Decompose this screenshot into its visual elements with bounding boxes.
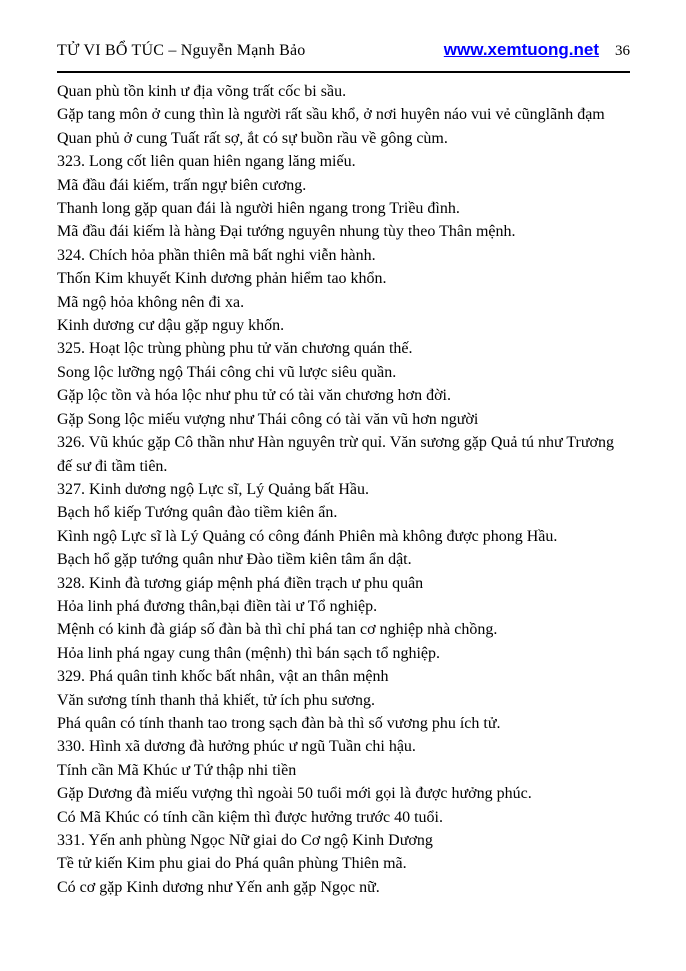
text-line: Có cơ gặp Kinh dương như Yến anh gặp Ngọc nữ. <box>57 878 380 896</box>
body-text <box>57 80 630 899</box>
text-line: Hỏa linh phá ngay cung thân (mệnh) thì bán sạch tổ nghiệp. <box>57 644 441 662</box>
text-line: Mã đầu đái kiếm là hàng Đại tướng nguyên nhung tùy theo Thân mệnh. <box>57 223 516 241</box>
text-line: Quan phủ ở cung Tuất rất sợ, ắt có sự buồn rầu về gông cùm. <box>57 129 448 147</box>
text-line: 323. Long cốt liên quan hiên ngang lăng miếu. <box>57 153 356 171</box>
text-line: Gặp tang môn ở cung thìn là người rất sầu khổ, ở nơi huyên náo vui vẻ cũnglãnh đạm <box>57 106 605 124</box>
book-title: TỬ VI BỔ TÚC – Nguyễn Mạnh Bảo <box>57 42 306 59</box>
page-header <box>57 40 630 60</box>
header-divider <box>57 71 630 73</box>
text-line: 328. Kinh đà tương giáp mệnh phá điền trạch ư phu quân <box>57 574 424 592</box>
text-line: Bạch hổ kiếp Tướng quân đào tiềm kiên ẩn. <box>57 504 338 522</box>
text-line: Hỏa linh phá đương thân,bại điền tài ư Tổ nghiệp. <box>57 597 378 615</box>
text-line: Văn sương tính thanh thả khiết, tử ích phu sương. <box>57 691 376 709</box>
text-line: Gặp Dương đà miếu vượng thì ngoài 50 tuổi mới gọi là được hưởng phúc. <box>57 785 532 803</box>
text-line: 324. Chích hỏa phần thiên mã bất nghi viễn hành. <box>57 246 376 264</box>
text-line: 326. Vũ khúc gặp Cô thần như Hàn nguyên trừ quỉ. Văn sương gặp Quả tú như Trương đế sư đi tầm tiên. <box>57 434 614 475</box>
text-line: Bạch hổ gặp tướng quân như Đào tiềm kiên tâm ẩn dật. <box>57 551 412 569</box>
text-line: Song lộc lưỡng ngộ Thái công chi vũ lược siêu quần. <box>57 363 397 381</box>
header-right <box>444 40 630 60</box>
text-line: 325. Hoạt lộc trùng phùng phu tử văn chương quán thế. <box>57 340 413 358</box>
text-line: 327. Kinh dương ngộ Lực sĩ, Lý Quảng bất Hầu. <box>57 480 369 498</box>
text-line: Gặp lộc tồn và hóa lộc như phu tử có tài văn chương hơn đời. <box>57 387 451 405</box>
text-line: Thanh long gặp quan đái là người hiên ngang trong Triều đình. <box>57 200 460 218</box>
text-line: 331. Yến anh phùng Ngọc Nữ giai do Cơ ngộ Kinh Dương <box>57 832 433 849</box>
text-line: 330. Hình xã dương đà hưởng phúc ư ngũ Tuần chi hậu. <box>57 738 416 756</box>
text-line: Mã đầu đái kiếm, trấn ngự biên cương. <box>57 176 307 194</box>
text-line: Kình ngộ Lực sĩ là Lý Quảng có công đánh Phiên mà không được phong Hầu. <box>57 527 558 545</box>
text-line: Kinh dương cư dậu gặp nguy khốn. <box>57 317 285 335</box>
text-line: Tính cần Mã Khúc ư Tứ thập nhi tiền <box>57 761 297 779</box>
text-line: Tề tử kiến Kim phu giai do Phá quân phùng Thiên mã. <box>57 855 407 873</box>
page-number: 36 <box>615 43 630 59</box>
text-line: Phá quân có tính thanh tao trong sạch đàn bà thì số vương phu ích tử. <box>57 714 501 732</box>
text-line: Có Mã Khúc có tính cần kiệm thì được hưởng trước 40 tuổi. <box>57 808 443 826</box>
text-line: Mã ngộ hỏa không nên đi xa. <box>57 293 245 311</box>
text-line: 329. Phá quân tinh khốc bất nhân, vật an thân mệnh <box>57 668 389 686</box>
text-line: Quan phù tồn kinh ư địa võng trất cốc bi sầu. <box>57 83 347 100</box>
text-line: Gặp Song lộc miếu vượng như Thái công có tài văn vũ hơn người <box>57 410 479 428</box>
text-line: Mệnh có kinh đà giáp số đàn bà thì chỉ phá tan cơ nghiệp nhà chồng. <box>57 621 498 639</box>
website-link[interactable]: www.xemtuong.net <box>443 40 599 59</box>
text-line: Thốn Kim khuyết Kinh dương phản hiểm tao khổn. <box>57 270 387 288</box>
